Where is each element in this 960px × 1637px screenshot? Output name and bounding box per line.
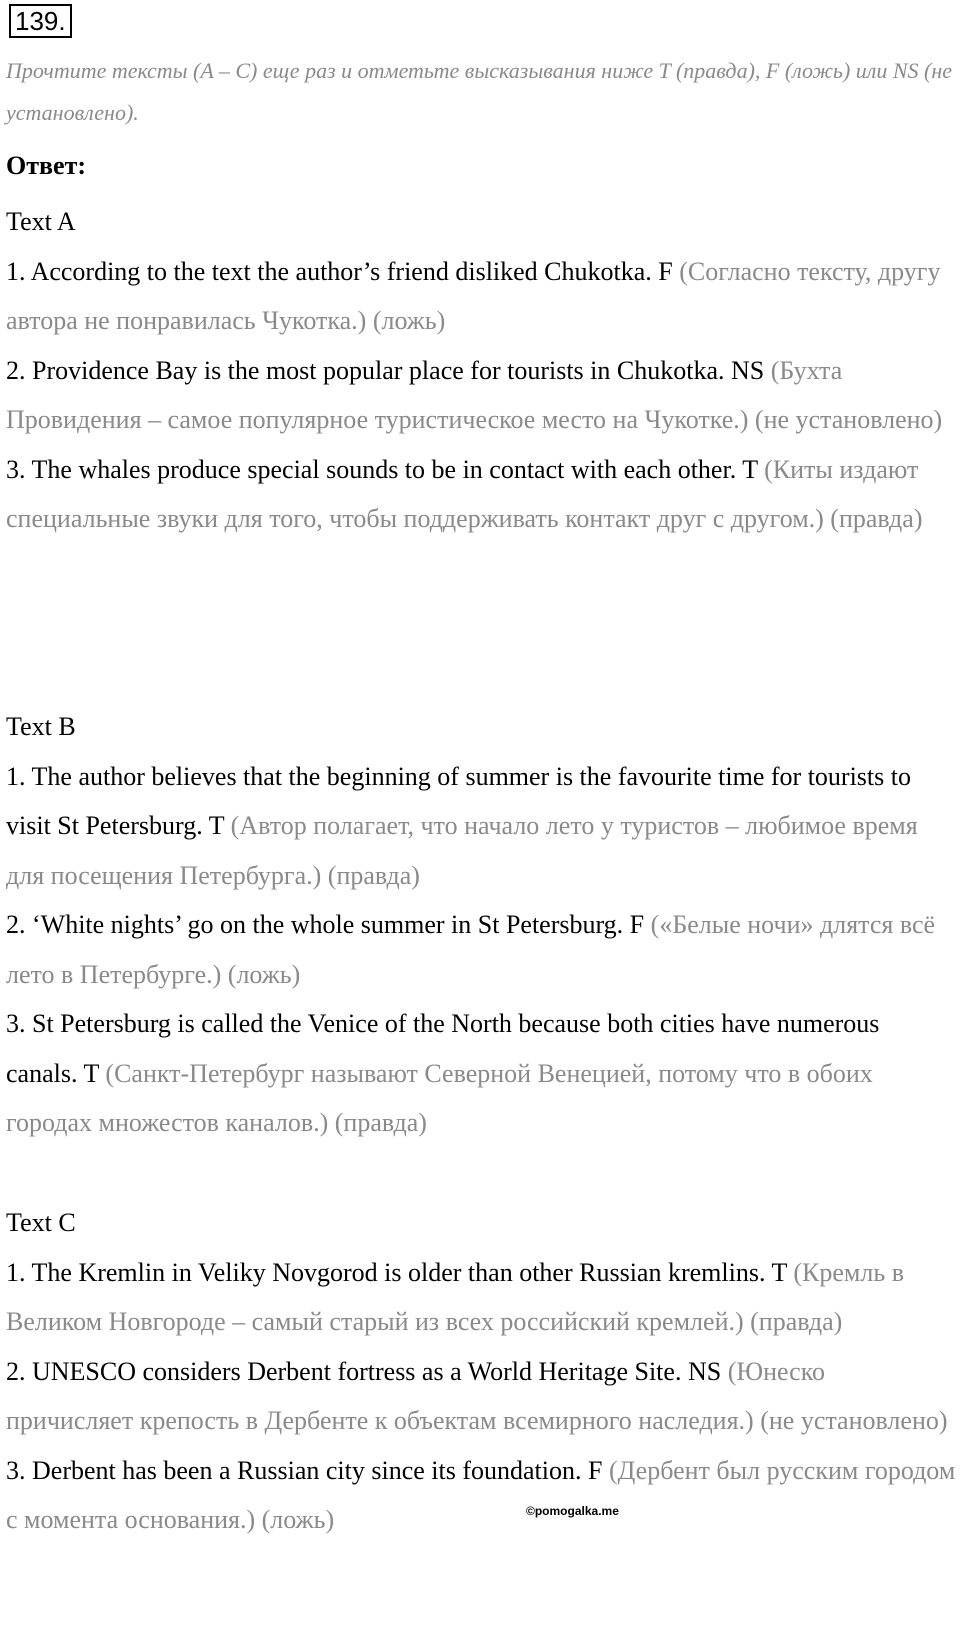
statement-ru: (Согласно тексту, другу автора не понравилась Чукотка.) (ложь) — [6, 256, 941, 335]
statement-item — [6, 1248, 956, 1347]
statement-item — [6, 999, 956, 1148]
section-text-c — [6, 1198, 956, 1545]
statement-ru: (Кремль в Великом Новгороде – самый старый из всех российский кремлей.) (правда) — [6, 1257, 904, 1336]
section-title: Text A — [6, 207, 76, 236]
section-text-b — [6, 702, 956, 1148]
section-title: Text B — [6, 712, 76, 741]
statement-en: 3. Derbent has been a Russian city since its foundation. F — [6, 1455, 603, 1485]
statement-item — [6, 346, 956, 445]
watermark: ©pomogalka.me — [526, 1504, 619, 1518]
statement-en: 2. ‘White nights’ go on the whole summer in St Petersburg. F — [6, 910, 645, 939]
statement-item — [6, 752, 956, 901]
statement-ru: (Киты издают специальные звуки для того, чтобы поддерживать контакт друг с другом.) (правда) — [6, 454, 923, 533]
statement-en: 3. St Petersburg is called the Venice of the North because both cities have numerous canals. T — [6, 1009, 880, 1088]
statement-ru: (Автор полагает, что начало лето у туристов – любимое время для посещения Петербурга.) (правда) — [6, 811, 918, 890]
statement-ru: (Юнеско причисляет крепость в Дербенте к объектам всемирного наследия.) (не установлено) — [6, 1356, 948, 1435]
statement-item — [6, 445, 956, 544]
statement-item — [6, 1347, 956, 1446]
section-title: Text C — [6, 1208, 76, 1237]
statement-ru: («Белые ночи» длятся всё лето в Петербурге.) (ложь) — [6, 910, 936, 989]
statement-item — [6, 1446, 956, 1545]
statement-en: 2. Providence Bay is the most popular place for tourists in Chukotka. NS — [6, 355, 765, 385]
statement-en: 1. The author believes that the beginning of summer is the favourite time for tourists to visit St Petersburg. T — [6, 761, 911, 840]
task-instruction: Прочтите тексты (A – C) еще раз и отметьте высказывания ниже T (правда), F (ложь) или NS (не установлено). — [6, 58, 953, 125]
statement-item — [6, 900, 956, 999]
statement-en: 2. UNESCO considers Derbent fortress as a World Heritage Site. NS — [6, 1356, 722, 1386]
statement-ru: (Санкт-Петербург называют Северной Венецией, потому что в обоих городах множестов каналов.) (правда) — [6, 1058, 873, 1137]
task-number: 139. — [9, 4, 72, 38]
statement-item — [6, 247, 956, 346]
answer-label: Ответ: — [6, 151, 87, 180]
statement-en: 1. The Kremlin in Veliky Novgorod is older than other Russian kremlins. T — [6, 1257, 787, 1287]
section-text-a — [6, 197, 956, 544]
statement-en: 1. According to the text the author’s friend disliked Chukotka. F — [6, 256, 673, 286]
statement-ru: (Бухта Провидения – самое популярное туристическое место на Чукотке.) (не установлено) — [6, 355, 943, 434]
statement-ru: (Дербент был русским городом с момента основания.) (ложь) — [6, 1455, 956, 1534]
statement-en: 3. The whales produce special sounds to be in contact with each other. T — [6, 454, 758, 484]
